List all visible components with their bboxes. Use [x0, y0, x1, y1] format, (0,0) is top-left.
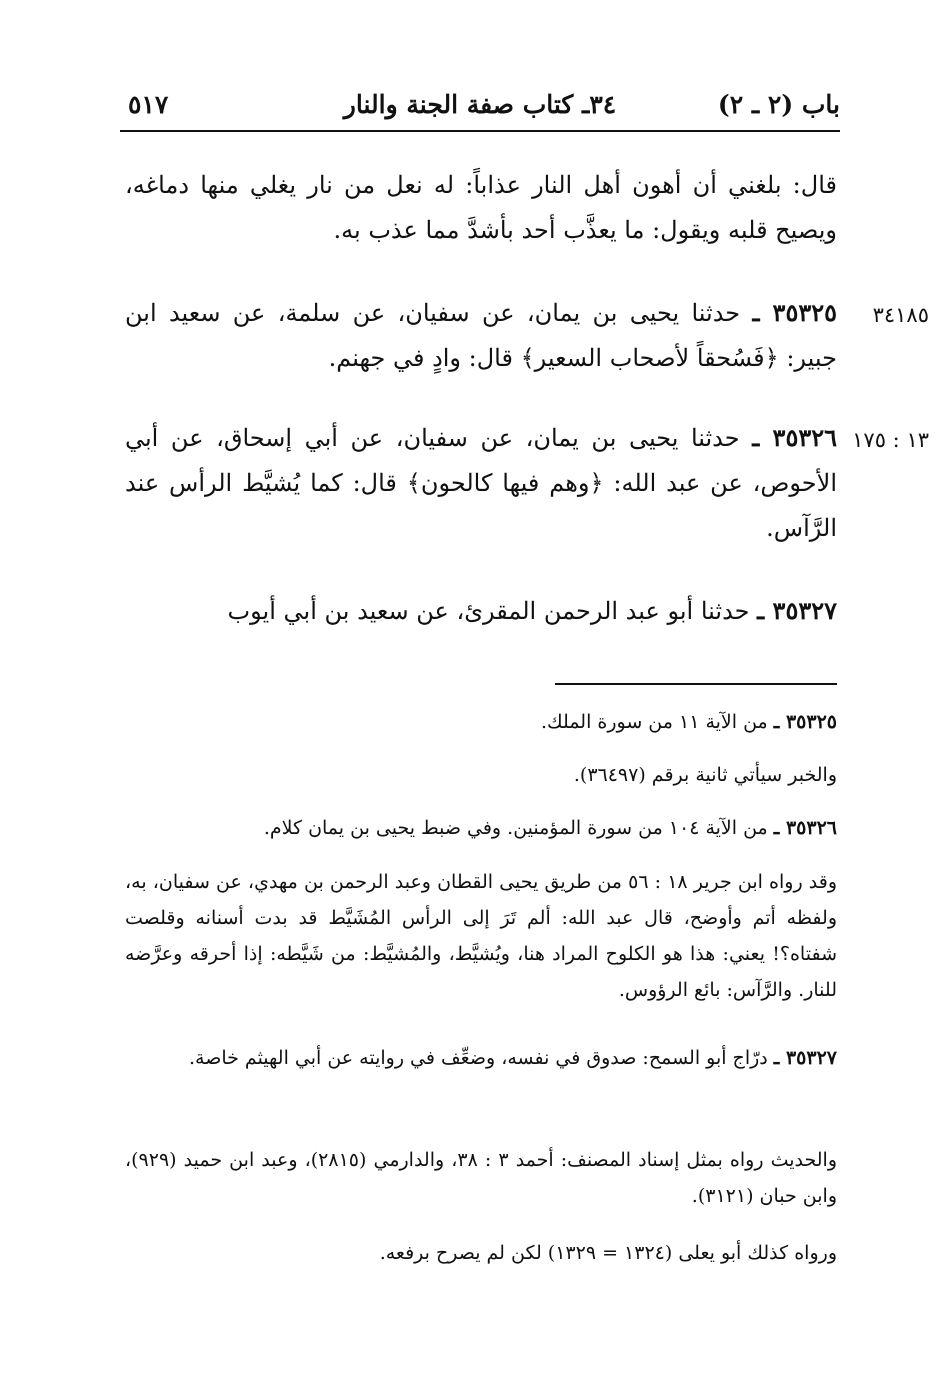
- footnote-text: درّاج أبو السمح: صدوق في نفسه، وضعِّف في روايته عن أبي الهيثم خاصة.: [188, 1047, 768, 1069]
- chapter-heading: باب (٢ ـ ٢): [717, 90, 840, 119]
- page-number: ٥١٧: [128, 90, 169, 119]
- footnote: [125, 1142, 837, 1214]
- footnote: [125, 1040, 837, 1076]
- hadith-text: حدثنا يحيى بن يمان، عن سفيان، عن سلمة، عن سعيد ابن جبير: ﴿فَسُحقاً لأصحاب السعير﴾ قال: وادٍ في جهنم.: [125, 299, 837, 372]
- footnote-text: ورواه كذلك أبو يعلى (١٣٢٤ = ١٣٢٩) لكن لم يصرح برفعه.: [379, 1242, 837, 1264]
- footnote-text: والحديث رواه بمثل إسناد المصنف: أحمد ٣ : ٣٨، والدارمي (٢٨١٥)، وعبد ابن حميد (٩٢٩)، وابن حبان (٣١٢١).: [125, 1149, 838, 1207]
- footnote-text: من الآية ١١ من سورة الملك.: [540, 711, 768, 733]
- header-rule: [120, 130, 840, 132]
- footnote: [125, 810, 837, 846]
- footnote-number: ٣٥٣٢٦ ـ: [773, 817, 837, 839]
- footnote-text: والخبر سيأتي ثانية برقم (٣٦٤٩٧).: [573, 764, 837, 786]
- hadith-paragraph: [125, 415, 837, 551]
- book-title: ٣٤ـ كتاب صفة الجنة والنار: [343, 90, 617, 119]
- footnote-rule: [555, 683, 837, 685]
- hadith-paragraph: [125, 588, 837, 634]
- footnote-text: من الآية ١٠٤ من سورة المؤمنين. وفي ضبط يحيى بن يمان كلام.: [263, 817, 768, 839]
- margin-reference: ٣٤١٨٥: [872, 303, 929, 327]
- hadith-text: حدثنا أبو عبد الرحمن المقرئ، عن سعيد بن أبي أيوب: [227, 597, 750, 625]
- margin-reference: ١٣ : ١٧٥: [852, 428, 929, 452]
- footnote-text: وقد رواه ابن جرير ١٨ : ٥٦ من طريق يحيى القطان وعبد الرحمن بن مهدي، عن سفيان، به، ولفظه أتم وأوضح، قال عبد الله: ألم تَرَ إلى الرأس المُشَيَّط قد بدت أسنانه وقلصت شفتاه؟! يعني: هذا هو الكلوح المراد هنا، ويُشيَّط، والمُشيَّط: من شَيَّطه: إذا أحرقه وعرَّضه للنار. والرَّآس: بائع الرؤوس.: [125, 871, 837, 1001]
- hadith-number: ٣٥٣٢٥ ـ: [752, 298, 837, 327]
- footnote: [125, 864, 837, 1008]
- intro-paragraph: قال: بلغني أن أهون أهل النار عذاباً: له نعل من نار يغلي منها دماغه، ويصيح قلبه ويقول: ما يعذَّب أحد بأشدَّ مما عذب به.: [125, 171, 837, 244]
- running-header: [120, 85, 840, 125]
- footnote-number: ٣٥٣٢٧ ـ: [773, 1047, 837, 1069]
- footnote: [125, 1235, 837, 1271]
- hadith-paragraph: [125, 290, 837, 381]
- hadith-number: ٣٥٣٢٧ ـ: [757, 596, 837, 625]
- footnote: [125, 757, 837, 793]
- hadith-number: ٣٥٣٢٦ ـ: [752, 423, 837, 452]
- footnote: [125, 704, 837, 740]
- footnote-number: ٣٥٣٢٥ ـ: [773, 711, 837, 733]
- hadith-text: حدثنا يحيى بن يمان، عن سفيان، عن أبي إسحاق، عن أبي الأحوص، عن عبد الله: ﴿وهم فيها كالحون﴾ قال: كما يُشيَّط الرأس عند الرَّآس.: [125, 424, 837, 542]
